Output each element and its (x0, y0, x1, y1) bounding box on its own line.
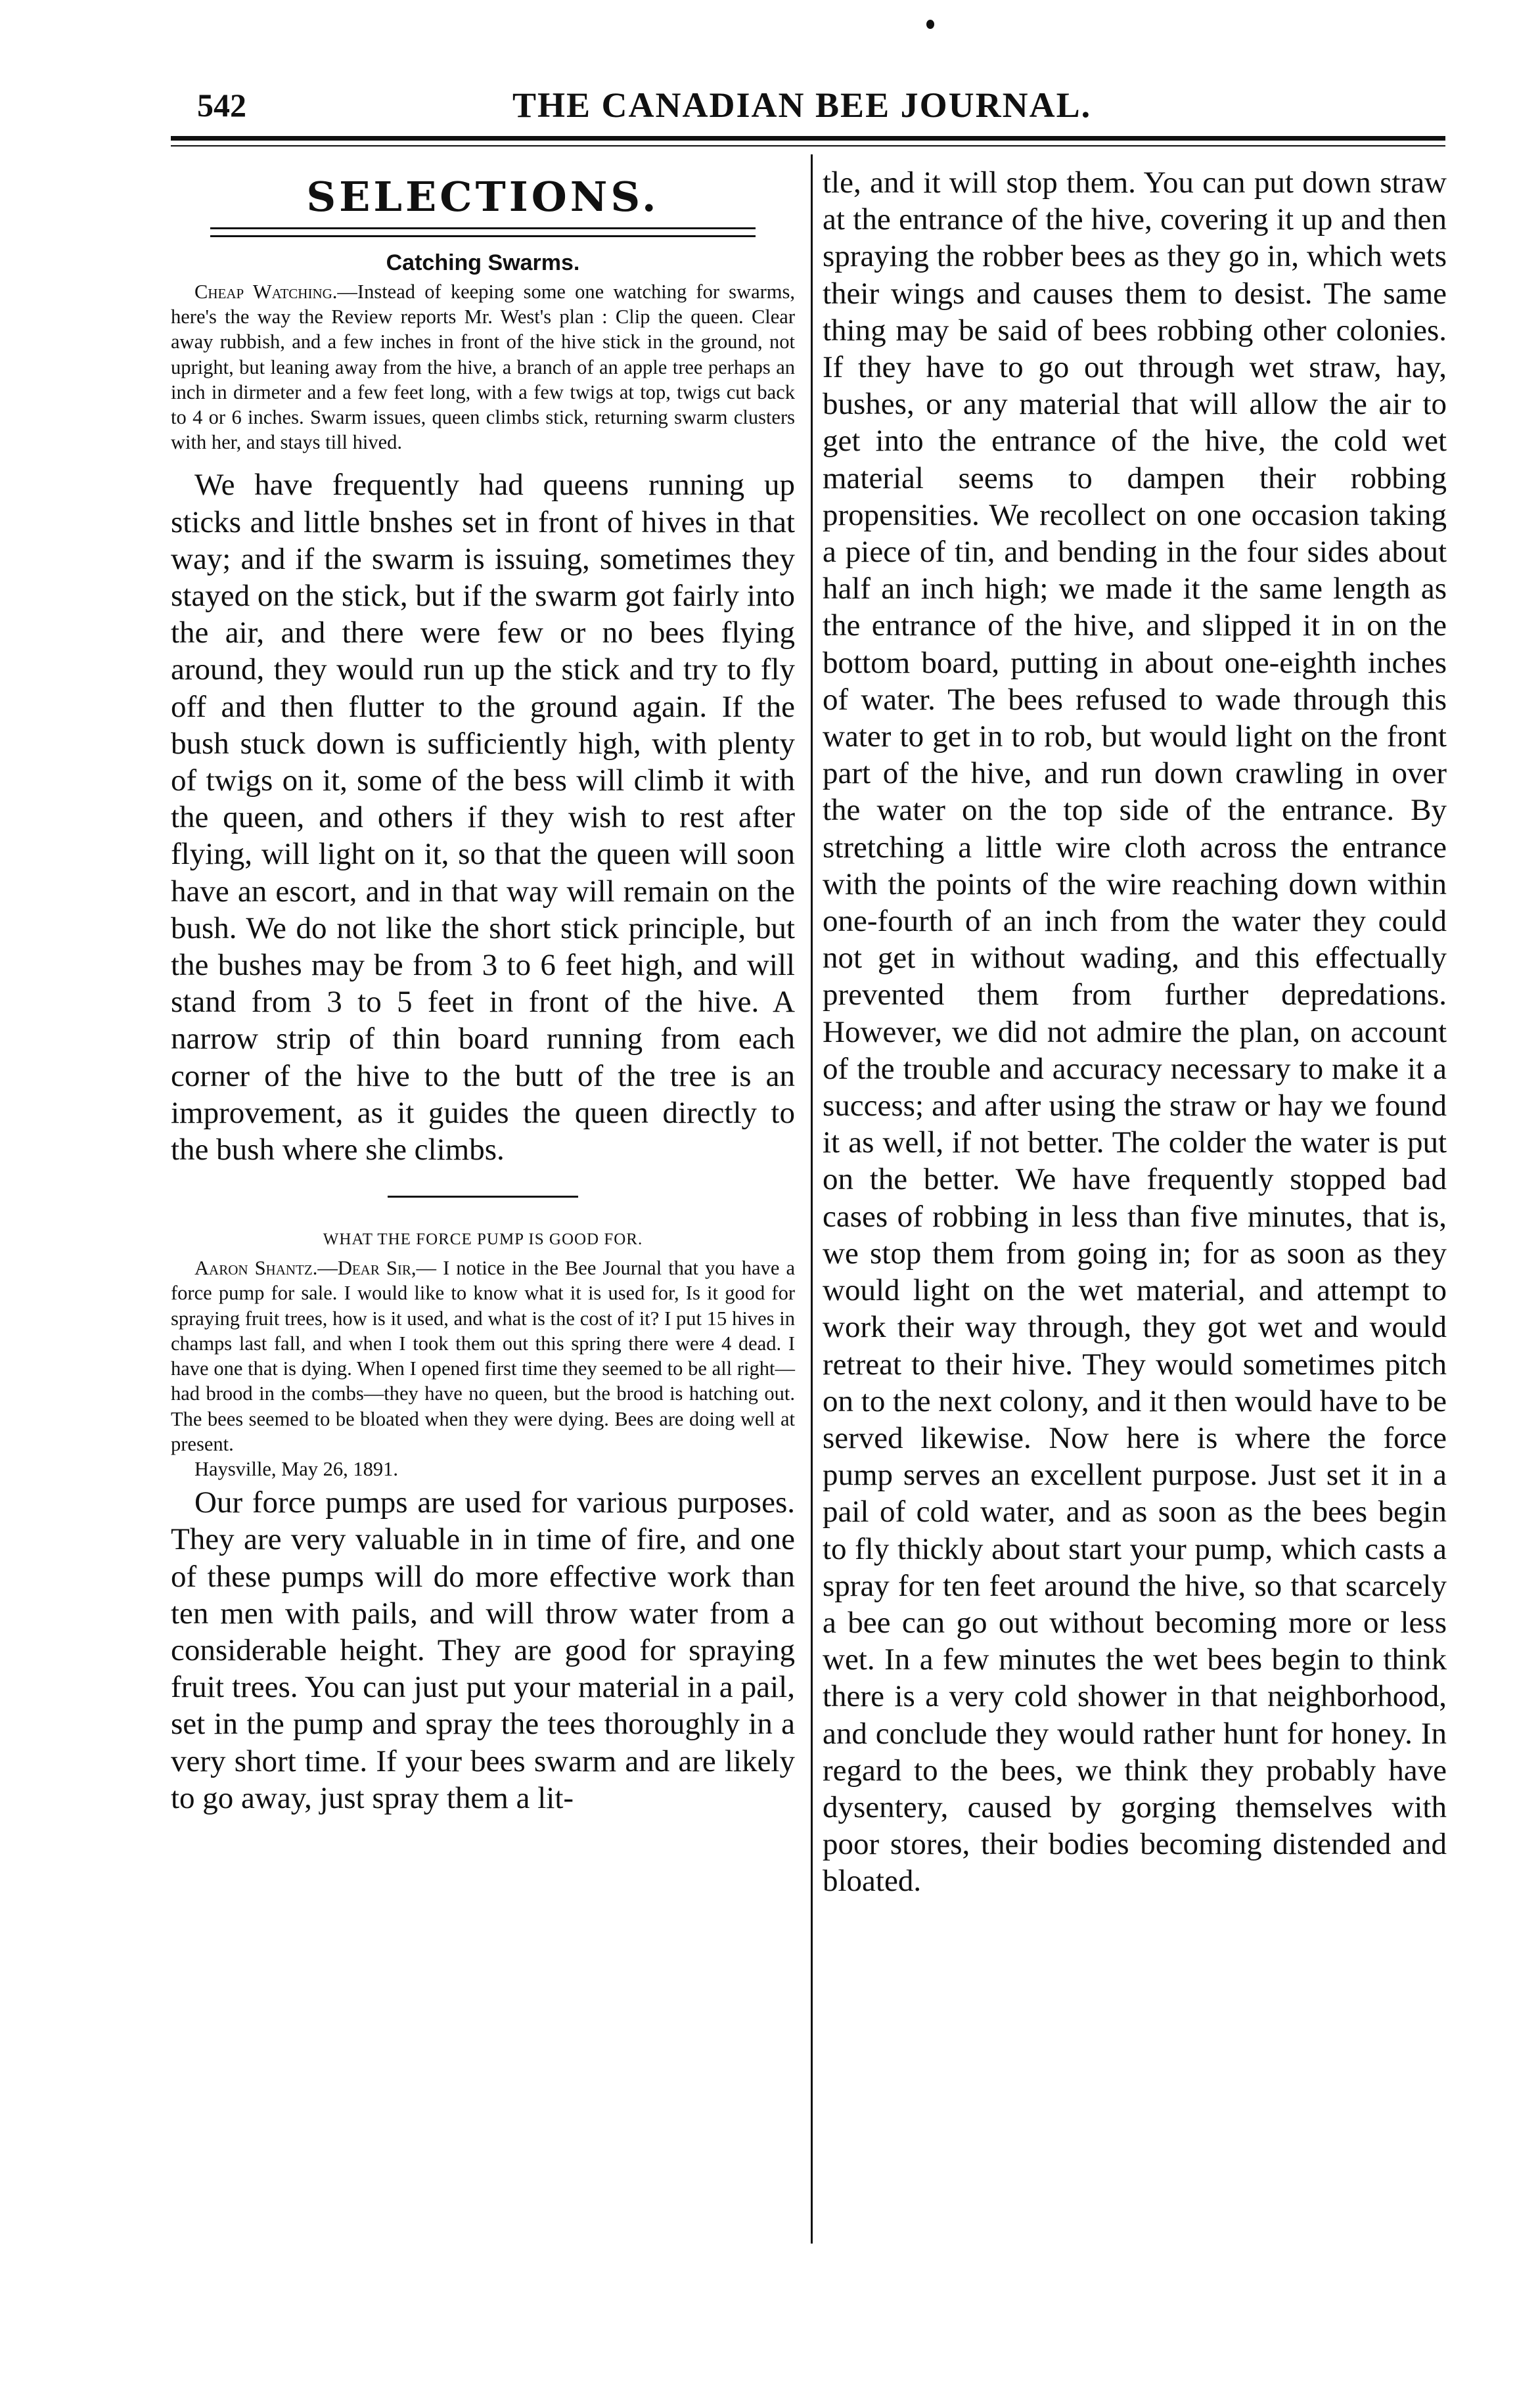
excerpt-text: —Instead of keeping some one watching for swarms, here's the way the Review reports Mr. West's plan : Clip the queen. Clear away rubbish, and a few inches in front of the hive stick in the ground, not upright, but leaning away from the hive, a branch of an apple tree perhaps an inch in dirmeter and a few feet long, with a few twigs at top, twigs cut back to 4 or 6 inches. Swarm issues, queen climbs stick, returning swarm clusters with her, and stays till hived. (171, 281, 795, 454)
header-rule-thin (171, 145, 1445, 147)
article-separator (388, 1196, 578, 1198)
right-column (823, 164, 1447, 1900)
header-rule-thick (171, 136, 1445, 141)
spacer (171, 455, 795, 466)
continued-reply: tle, and it will stop them. You can put down straw at the entrance of the hive, covering it up and then spraying the robber bees as they go in, which wets their wings and causes them to desist. The same thing may be said of bees robbing other colonies. If they have to go out through wet straw, hay, bushes, or any material that will allow the air to get into the entrance of the hive, the cold wet material seems to dampen their robbing propensities. We recollect on one occasion taking a piece of tin, and bending in the four sides about half an inch high; we made it the same length as the entrance of the hive, and slipped it in on the bottom board, putting in about one-eighth inches of water. The bees refused to wade through this water to get in to rob, but would light on the front part of the hive, and run down crawling in over the water on the top side of the entrance. By stretching a little wire cloth across the entrance with the points of the wire reaching down within one-fourth of an inch from the water they could not get in without wading, and this effectually prevented them from further depredations. However, we did not admire the plan, on account of the trouble and accuracy necessary to make it a success; and after using the straw or hay we found it as well, if not better. The colder the water is put on the better. We have frequently stopped bad cases of robbing in less than five minutes, that is, we stop them from going in; for as soon as they would light on the wet material, and attempt to work their way through, they got wet and would retreat to their hive. They would sometimes pitch on to the next colony, and it then would have to be served likewise. Now here is where the force pump serves an excellent purpose. Just set it in a pail of cold water, and as soon as the bees begin to fly thickly about start your pump, which casts a spray for ten feet around the hive, so that scarcely a bee can go out without becoming more or less wet. In a few minutes the wet bees begin to think there is a very cold shower in that neighborhood, and conclude they would rather hunt for honey. In regard to the bees, we think they probably have dysentery, caused by gorging themselves with poor stores, their bodies becoming distended and bloated. (823, 166, 1447, 1899)
page-number: 542 (197, 87, 246, 124)
section-title-rule (210, 227, 756, 237)
column-divider (811, 154, 813, 2244)
journal-title: THE CANADIAN BEE JOURNAL. (512, 85, 1092, 125)
editor-reply: Our force pumps are used for various purposes. They are very valuable in in time of fire, and one of these pumps will do more effective work than ten men with pails, and will throw water from a considerable height. They are good for spraying fruit trees. You can just put your material in a pail, set in the pump and spray the tees thoroughly in a very short time. If your bees swarm and are likely to go away, just spray them a lit- (171, 1485, 795, 1815)
letter-salutation: —Dear Sir,— (317, 1257, 436, 1280)
section-title: SELECTIONS. (306, 173, 660, 221)
ink-speck (926, 20, 934, 29)
page-header (158, 79, 1459, 131)
article-force-pump (171, 1228, 795, 1817)
excerpt-paragraph (171, 279, 795, 455)
letter-author: Aaron Shantz. (194, 1257, 318, 1280)
article-catching-swarms (171, 249, 795, 1168)
letter-paragraph (171, 1255, 795, 1457)
left-column (171, 164, 795, 1817)
letter-dateline: Haysville, May 26, 1891. (194, 1457, 399, 1480)
item-label: Cheap Watching. (194, 281, 338, 303)
editor-comment: We have frequently had queens running up sticks and little bnshes set in front of hives in that way; and if the swarm is issuing, sometimes they stayed on the stick, but if the swarm got fairly into the air, and there were few or no bees flying around, they would run up the stick and try to fly off and then flutter to the ground again. If the bush stuck down is sufficiently high, with plenty of twigs on it, some of the bess will climb it with the queen, and others if they wish to rest after flying, will light on it, so that the queen will soon have an escort, and in that way will remain on the bush. We do not like the short stick principle, but the bushes may be from 3 to 6 feet high, and will stand from 3 to 5 feet in front of the hive. A narrow strip of thin board running from each corner of the hive to the butt of the tree is an improvement, as it guides the queen directly to the bush where she climbs. (171, 468, 795, 1167)
article-subhead: Catching Swarms. (386, 250, 580, 275)
article-caption: WHAT THE FORCE PUMP IS GOOD FOR. (323, 1231, 643, 1249)
letter-text: I notice in the Bee Journal that you have a force pump for sale. I would like to know what it is used for, Is it good for spraying fruit trees, how is it used, and what is the cost of it? I put 15 hives in champs last fall, and when I took them out this spring there were 4 dead. I have one that is dying. When I opened first time they seemed to be all right—had brood in the combs—they have no queen, but the brood is hatching out. The bees seemed to be bloated when they were dying. Bees are doing well at present. (171, 1257, 795, 1455)
